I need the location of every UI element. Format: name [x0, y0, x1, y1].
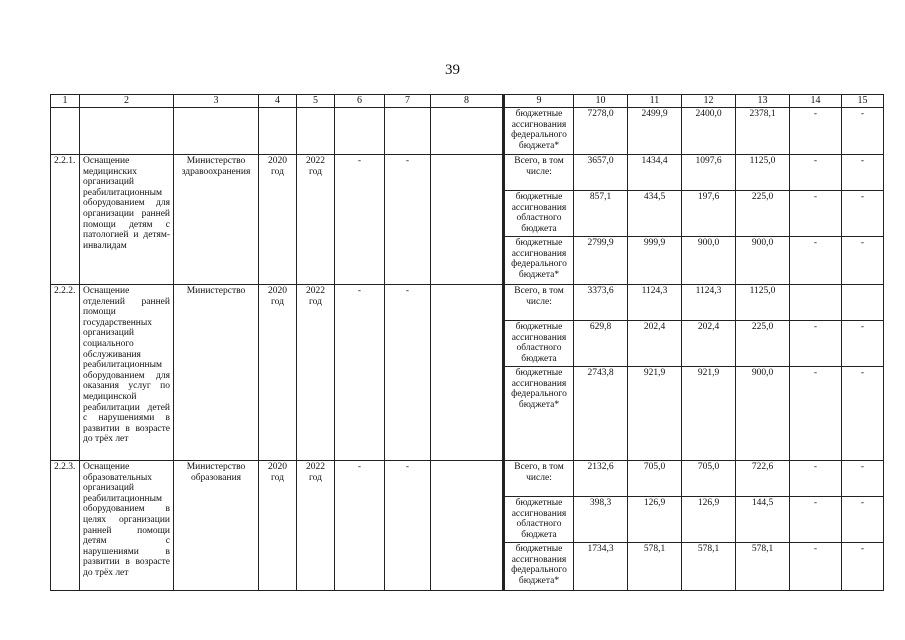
- value-cell: 1124,3: [682, 285, 736, 321]
- empty-cell: [335, 108, 385, 155]
- item-end: 2022 год: [297, 155, 335, 285]
- item-name: Оснащение медицинских организаций реабилитационным оборудованием для организации ранней помощи детям с патологией и детям-инвалидам: [80, 155, 174, 285]
- item-name: Оснащение образовательных организаций реабилитационным оборудованием в целях организации ранней помощи детям с нарушениями в развитии в возрасте до трёх лет: [80, 461, 174, 591]
- funding-source: бюджетные ассигнования федерального бюджета*: [504, 543, 574, 591]
- value-cell: 900,0: [736, 367, 790, 461]
- header-cell: 4: [259, 95, 297, 108]
- value-cell: -: [790, 543, 842, 591]
- value-cell: -: [842, 543, 884, 591]
- value-cell: 578,1: [736, 543, 790, 591]
- item-col7: -: [385, 155, 431, 285]
- item-end: 2022 год: [297, 461, 335, 591]
- header-cell: 1: [51, 95, 80, 108]
- funding-source: Всего, в том числе:: [504, 155, 574, 191]
- value-cell: -: [790, 237, 842, 285]
- item-end: 2022 год: [297, 285, 335, 461]
- value-cell: 1125,0: [736, 155, 790, 191]
- value-cell: 2499,9: [628, 108, 682, 155]
- header-row: [51, 95, 884, 108]
- item-col7: -: [385, 461, 431, 591]
- table-row: [51, 108, 884, 155]
- table-row: [51, 155, 884, 191]
- empty-cell: [259, 108, 297, 155]
- value-cell: 2132,6: [574, 461, 628, 497]
- funding-source: бюджетные ассигнования федерального бюджета*: [504, 237, 574, 285]
- header-cell: 6: [335, 95, 385, 108]
- header-cell: 3: [174, 95, 259, 108]
- value-cell: 1097,6: [682, 155, 736, 191]
- value-cell: 202,4: [628, 321, 682, 367]
- value-cell: -: [790, 367, 842, 461]
- value-cell: 578,1: [628, 543, 682, 591]
- header-cell: 8: [431, 95, 504, 108]
- item-executor: Министерство: [174, 285, 259, 461]
- item-executor: Министерство здравоохранения: [174, 155, 259, 285]
- value-cell: 3373,6: [574, 285, 628, 321]
- value-cell: 2743,8: [574, 367, 628, 461]
- value-cell: 921,9: [628, 367, 682, 461]
- value-cell: 1125,0: [736, 285, 790, 321]
- value-cell: 3657,0: [574, 155, 628, 191]
- value-cell: -: [790, 155, 842, 191]
- value-cell: 1734,3: [574, 543, 628, 591]
- item-start: 2020 год: [259, 155, 297, 285]
- budget-table: [50, 94, 884, 591]
- header-cell: 12: [682, 95, 736, 108]
- header-cell: 10: [574, 95, 628, 108]
- empty-cell: [51, 108, 80, 155]
- value-cell: 921,9: [682, 367, 736, 461]
- table-row: [51, 461, 884, 497]
- empty-cell: [431, 285, 504, 461]
- value-cell: 999,9: [628, 237, 682, 285]
- funding-source: бюджетные ассигнования областного бюджета: [504, 497, 574, 543]
- empty-cell: [431, 155, 504, 285]
- table-row: [51, 285, 884, 321]
- funding-source: бюджетные ассигнования федерального бюджета*: [504, 108, 574, 155]
- value-cell: 2799,9: [574, 237, 628, 285]
- value-cell: 900,0: [682, 237, 736, 285]
- value-cell: -: [842, 367, 884, 461]
- value-cell: -: [842, 497, 884, 543]
- value-cell: -: [790, 497, 842, 543]
- value-cell: -: [790, 191, 842, 237]
- value-cell: 1124,3: [628, 285, 682, 321]
- value-cell: 197,6: [682, 191, 736, 237]
- value-cell: -: [842, 191, 884, 237]
- header-cell: 9: [504, 95, 574, 108]
- value-cell: 126,9: [628, 497, 682, 543]
- header-cell: 2: [80, 95, 174, 108]
- funding-source: Всего, в том числе:: [504, 461, 574, 497]
- empty-cell: [297, 108, 335, 155]
- value-cell: 225,0: [736, 191, 790, 237]
- item-start: 2020 год: [259, 285, 297, 461]
- value-cell: 629,8: [574, 321, 628, 367]
- header-cell: 7: [385, 95, 431, 108]
- value-cell: 126,9: [682, 497, 736, 543]
- item-name: Оснащение отделений ранней помощи государственных организаций социального обслуживания реабилитационным оборудованием для оказания услуг по медицинской реабилитации детей с нарушениями в развитии в возрасте до трёх лет: [80, 285, 174, 461]
- header-cell: 15: [842, 95, 884, 108]
- value-cell: 2378,1: [736, 108, 790, 155]
- value-cell: -: [842, 155, 884, 191]
- value-cell: 225,0: [736, 321, 790, 367]
- value-cell: -: [790, 108, 842, 155]
- funding-source: бюджетные ассигнования областного бюджета: [504, 191, 574, 237]
- item-col6: -: [335, 285, 385, 461]
- item-col7: -: [385, 285, 431, 461]
- item-start: 2020 год: [259, 461, 297, 591]
- item-number: 2.2.3.: [51, 461, 80, 591]
- header-cell: 11: [628, 95, 682, 108]
- value-cell: 578,1: [682, 543, 736, 591]
- funding-source: бюджетные ассигнования федерального бюджета*: [504, 367, 574, 461]
- item-col6: -: [335, 461, 385, 591]
- empty-cell: [174, 108, 259, 155]
- value-cell: 857,1: [574, 191, 628, 237]
- value-cell: 705,0: [682, 461, 736, 497]
- page-number: 39: [445, 62, 460, 78]
- item-col6: -: [335, 155, 385, 285]
- value-cell: 202,4: [682, 321, 736, 367]
- header-cell: 5: [297, 95, 335, 108]
- header-cell: 14: [790, 95, 842, 108]
- value-cell: -: [842, 461, 884, 497]
- item-executor: Министерство образования: [174, 461, 259, 591]
- item-number: 2.2.1.: [51, 155, 80, 285]
- funding-source: Всего, в том числе:: [504, 285, 574, 321]
- funding-source: бюджетные ассигнования областного бюджета: [504, 321, 574, 367]
- value-cell: 2400,0: [682, 108, 736, 155]
- empty-cell: [431, 461, 504, 591]
- value-cell: -: [790, 321, 842, 367]
- value-cell: 722,6: [736, 461, 790, 497]
- value-cell: -: [790, 461, 842, 497]
- empty-cell: [80, 108, 174, 155]
- value-cell: 705,0: [628, 461, 682, 497]
- value-cell: 434,5: [628, 191, 682, 237]
- value-cell: [790, 285, 842, 321]
- value-cell: 398,3: [574, 497, 628, 543]
- value-cell: -: [842, 237, 884, 285]
- empty-cell: [385, 108, 431, 155]
- value-cell: 144,5: [736, 497, 790, 543]
- item-number: 2.2.2.: [51, 285, 80, 461]
- value-cell: 900,0: [736, 237, 790, 285]
- empty-cell: [431, 108, 504, 155]
- value-cell: 1434,4: [628, 155, 682, 191]
- value-cell: [842, 285, 884, 321]
- value-cell: -: [842, 321, 884, 367]
- value-cell: -: [842, 108, 884, 155]
- header-cell: 13: [736, 95, 790, 108]
- value-cell: 7278,0: [574, 108, 628, 155]
